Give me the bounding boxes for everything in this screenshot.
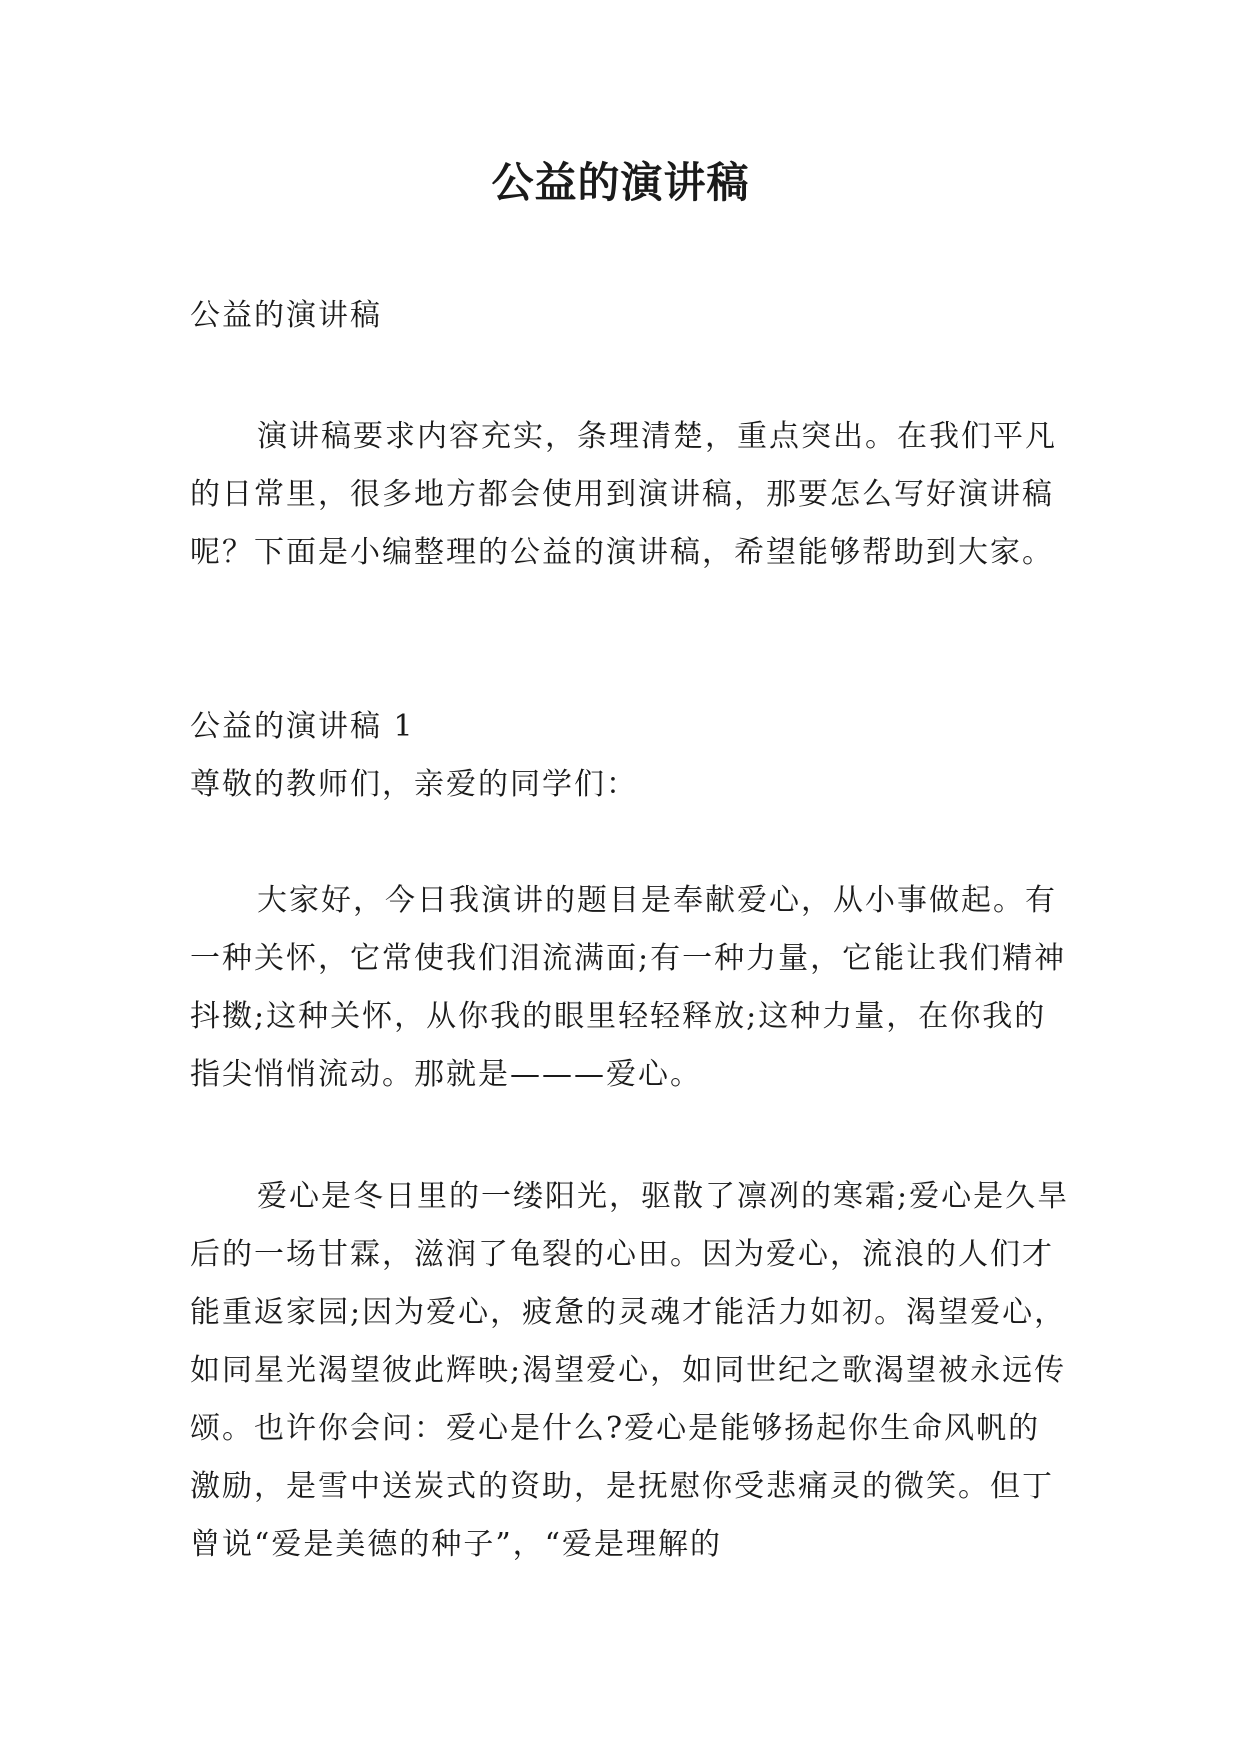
page-title: 公益的演讲稿 [491, 158, 750, 207]
document-subtitle: 公益的演讲稿 [190, 298, 382, 333]
body-paragraph: 爱心是冬日里的一缕阳光，驱散了凛冽的寒霜;爱心是久旱后的一场甘霖，滋润了龟裂的心田。因为爱心，流浪的人们才能重返家园;因为爱心，疲惫的灵魂才能活力如初。渴望爱心，如同星光渴望彼此辉映;渴望爱心，如同世纪之歌渴望被永远传颂。也许你会问：爱心是什么?爱心是能够扬起你生命风帆的激励，是雪中送炭式的资助，是抚慰你受悲痛灵的微笑。但丁曾说“爱是美德的种子”，“爱是理解的 [190, 1179, 1070, 1562]
salutation: 尊敬的教师们，亲爱的同学们： [190, 767, 638, 802]
body-paragraph: 大家好，今日我演讲的题目是奉献爱心，从小事做起。有一种关怀，它常使我们泪流满面;有一种力量，它能让我们精神抖擞;这种关怀，从你我的眼里轻轻释放;这种力量，在你我的指尖悄悄流动。那就是———爱心。 [190, 883, 1067, 1092]
section-title: 公益的演讲稿 1 [190, 709, 415, 744]
intro-paragraph: 演讲稿要求内容充实，条理清楚，重点突出。在我们平凡的日常里，很多地方都会使用到演讲稿，那要怎么写好演讲稿呢？下面是小编整理的公益的演讲稿，希望能够帮助到大家。 [190, 419, 1057, 570]
